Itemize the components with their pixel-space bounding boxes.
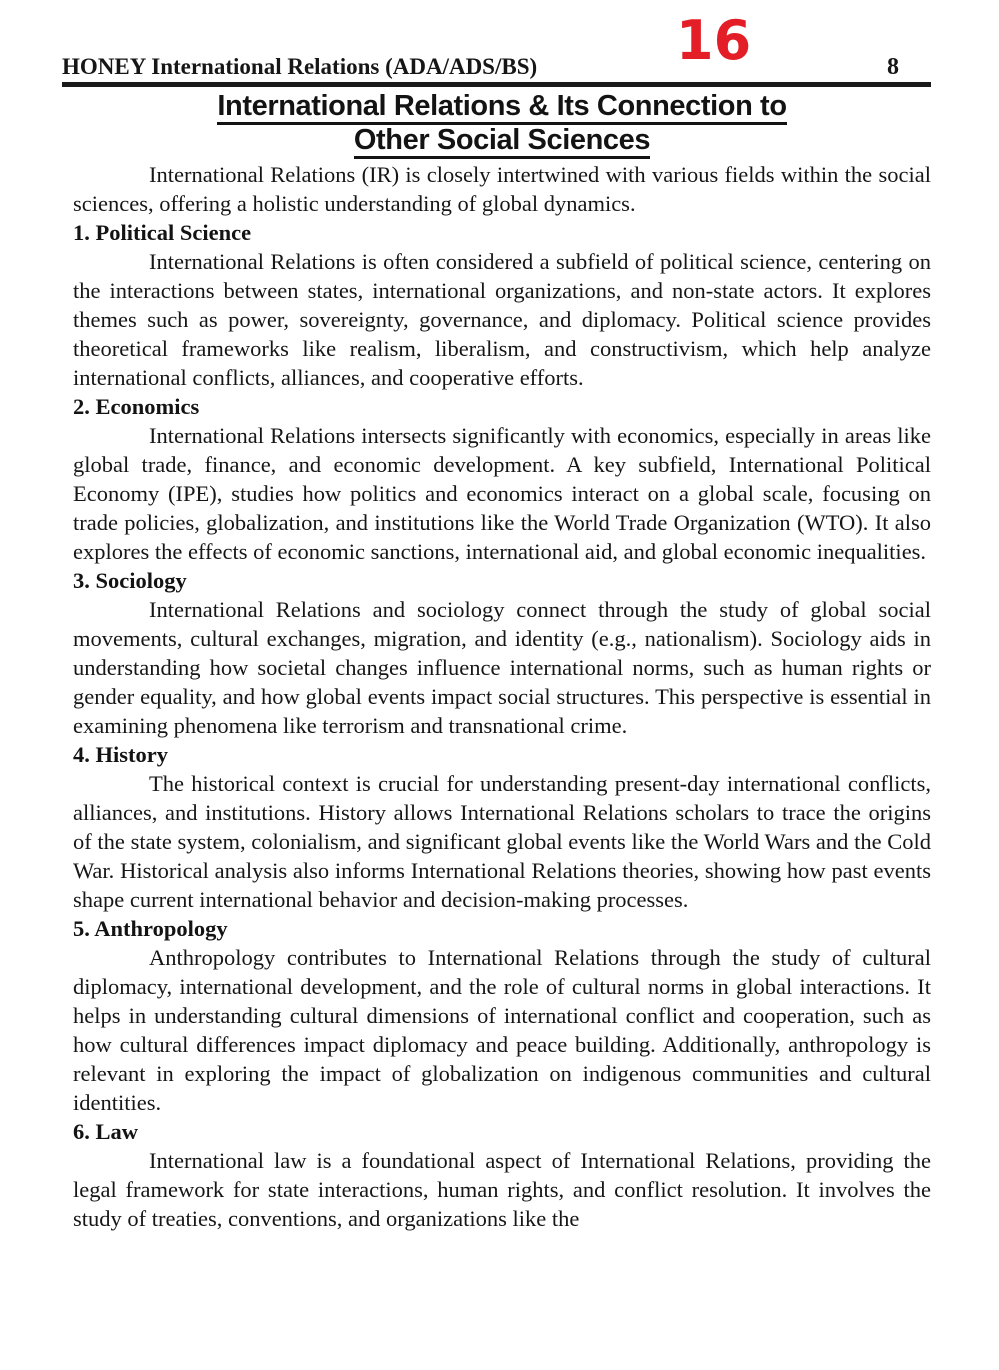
section-paragraph-sociology: International Relations and sociology connect through the study of global social movements, cultural exchanges, migration, and identity (e.g., nationalism). Sociology aids in understanding how societal changes influence international norms, such as human rights or gender equality, and how global events impact social structures. This perspective is essential in examining phenomena like terrorism and transnational crime. <box>73 597 931 738</box>
document-title-line-2: Other Social Sciences <box>354 124 650 159</box>
section-political-science <box>73 218 931 392</box>
page-header <box>62 0 931 87</box>
section-paragraph-history: The historical context is crucial for understanding present-day international conflicts, alliances, and institutions. History allows International Relations scholars to trace the origins of the state system, colonialism, and significant global events like the World Wars and the Cold War. Historical analysis also informs International Relations theories, showing how past events shape current international behavior and decision-making processes. <box>73 771 931 912</box>
handwritten-number-annotation: 16 <box>676 9 752 72</box>
section-paragraph-law: International law is a foundational aspect of International Relations, providing the legal framework for state interactions, human rights, and conflict resolution. It involves the study of treaties, conventions, and organizations like the <box>73 1148 931 1231</box>
section-heading-anthropology: 5. Anthropology <box>73 916 228 941</box>
section-heading-law: 6. Law <box>73 1119 139 1144</box>
section-paragraph-anthropology: Anthropology contributes to International Relations through the study of cultural diplomacy, international development, and the role of cultural norms in global interactions. It helps in understanding cultural dimensions of international conflict and cooperation, such as how cultural differences impact diplomacy and peace building. Additionally, anthropology is relevant in exploring the impact of globalization on indigenous communities and cultural identities. <box>73 945 931 1115</box>
page-number: 8 <box>887 54 899 80</box>
section-heading-political-science: 1. Political Science <box>73 220 252 245</box>
section-heading-economics: 2. Economics <box>73 394 200 419</box>
intro-paragraph: International Relations (IR) is closely intertwined with various fields within the social sciences, offering a holistic understanding of global dynamics. <box>73 162 931 216</box>
section-heading-history: 4. History <box>73 742 168 767</box>
section-law <box>73 1117 931 1233</box>
section-paragraph-political-science: International Relations is often considered a subfield of political science, centering on the interactions between states, international organizations, and non-state actors. It explores themes such as power, sovereignty, governance, and diplomacy. Political science provides theoretical frameworks like realism, liberalism, and constructivism, which help analyze international conflicts, alliances, and cooperative efforts. <box>73 249 931 390</box>
section-sociology <box>73 566 931 740</box>
section-paragraph-economics: International Relations intersects significantly with economics, especially in areas like global trade, finance, and economic development. A key subfield, International Political Economy (IPE), studies how politics and economics interact on a global scale, focusing on trade policies, globalization, and institutions like the World Trade Organization (WTO). It also explores the effects of economic sanctions, international aid, and global economic inequalities. <box>73 423 931 564</box>
section-anthropology <box>73 914 931 1117</box>
section-heading-sociology: 3. Sociology <box>73 568 187 593</box>
document-title-line-1: International Relations & Its Connection to <box>217 90 786 125</box>
section-economics <box>73 392 931 566</box>
document-title <box>73 89 931 157</box>
course-title: HONEY International Relations (ADA/ADS/BS) <box>62 54 538 79</box>
section-history <box>73 740 931 914</box>
